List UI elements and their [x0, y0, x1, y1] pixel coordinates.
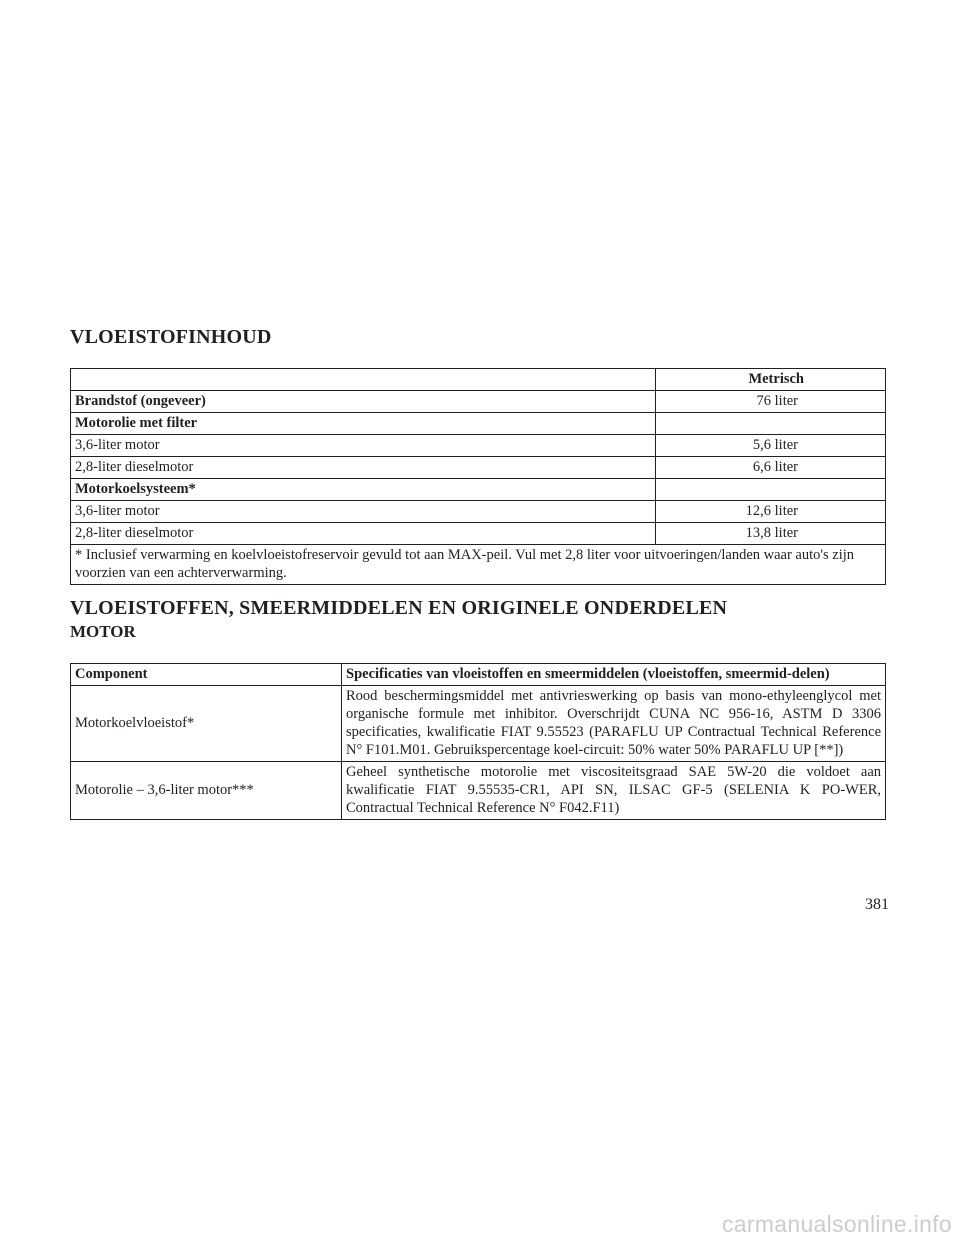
table-footnote: * Inclusief verwarming en koelvloeistofreservoir gevuld tot aan MAX-peil. Vul met 2,8 liter voor uitvoeringen/landen waar auto's zijn voorzien van een achterverwarming. — [71, 545, 886, 585]
table-row — [71, 413, 886, 435]
table-row — [71, 479, 886, 501]
row-label: 2,8-liter dieselmotor — [71, 523, 656, 545]
table-row — [71, 686, 886, 762]
section-subtitle-engine: MOTOR — [70, 622, 136, 641]
fluid-capacity-table — [70, 368, 886, 585]
watermark-link[interactable]: carmanualsonline.info — [721, 1211, 952, 1237]
row-label: Brandstof (ongeveer) — [71, 391, 656, 413]
row-spec: Rood beschermingsmiddel met antivrieswerking op basis van mono-ethyleenglycol met organische formule met inhibitor. Overschrijdt CUNA NC 956-16, ASTM D 3306 specificaties, kwalificatie FIAT 9.55523 (PARAFLU UP Contractual Technical Reference N° F101.M01. Gebruikspercentage koel-circuit: 50% water 50% PARAFLU UP [**]) — [342, 686, 886, 762]
table-header-component: Component — [71, 664, 342, 686]
row-component: Motorkoelvloeistof* — [71, 686, 342, 762]
table-row — [71, 391, 886, 413]
row-value — [656, 479, 886, 501]
table-header-metric: Metrisch — [656, 369, 886, 391]
row-value: 13,8 liter — [656, 523, 886, 545]
row-label: 2,8-liter dieselmotor — [71, 457, 656, 479]
page-number: 381 — [865, 896, 889, 913]
table-header-row — [71, 664, 886, 686]
table-row — [71, 435, 886, 457]
table-header-row — [71, 369, 886, 391]
row-label: Motorkoelsysteem* — [71, 479, 656, 501]
table-row — [71, 762, 886, 820]
row-value: 5,6 liter — [656, 435, 886, 457]
table-row — [71, 457, 886, 479]
table-row — [71, 523, 886, 545]
row-value: 12,6 liter — [656, 501, 886, 523]
table-footnote-row — [71, 545, 886, 585]
table-header-spec: Specificaties van vloeistoffen en smeermiddelen (vloeistoffen, smeermid-delen) — [342, 664, 886, 686]
section-title-fluid-capacities: VLOEISTOFINHOUD — [70, 326, 272, 348]
row-spec: Geheel synthetische motorolie met viscositeitsgraad SAE 5W-20 die voldoet aan kwalificatie FIAT 9.55535-CR1, API SN, ILSAC GF-5 (SELENIA K PO-WER, Contractual Technical Reference N° F042.F11) — [342, 762, 886, 820]
row-component: Motorolie – 3,6-liter motor*** — [71, 762, 342, 820]
section-title-fluids-lubricants: VLOEISTOFFEN, SMEERMIDDELEN EN ORIGINELE ONDERDELEN — [70, 597, 728, 619]
table-header-empty-cell — [71, 369, 656, 391]
row-label: Motorolie met filter — [71, 413, 656, 435]
row-value: 76 liter — [656, 391, 886, 413]
row-value — [656, 413, 886, 435]
row-label: 3,6-liter motor — [71, 435, 656, 457]
engine-fluids-spec-table — [70, 663, 886, 820]
row-label: 3,6-liter motor — [71, 501, 656, 523]
table-row — [71, 501, 886, 523]
row-value: 6,6 liter — [656, 457, 886, 479]
